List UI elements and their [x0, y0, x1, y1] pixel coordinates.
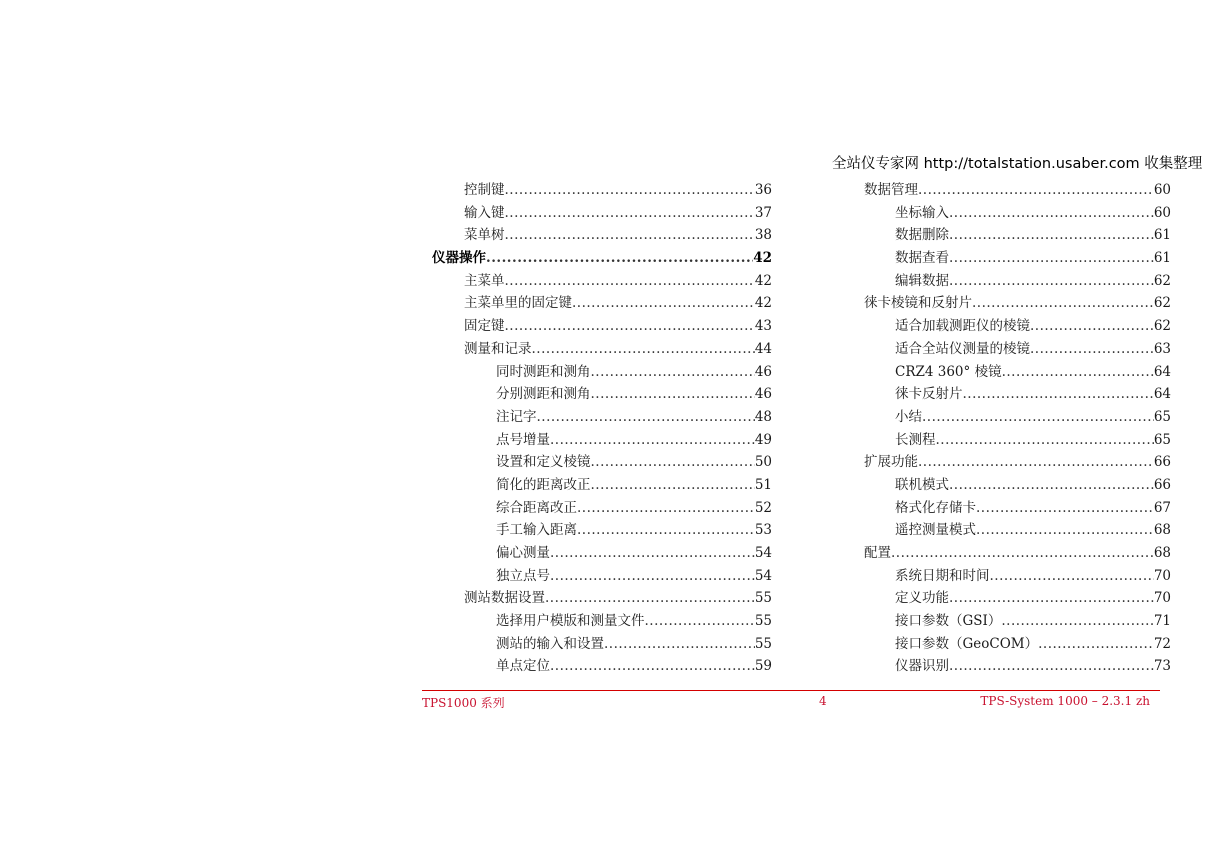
toc-entry-page: 54 — [754, 567, 772, 584]
toc-dot-leader — [949, 202, 1154, 225]
toc-dot-leader — [891, 542, 1154, 565]
toc-entry-page: 68 — [1153, 545, 1171, 561]
header-watermark: 全站仪专家网 http://totalstation.usaber.com 收集整理 — [832, 156, 1203, 172]
toc-entry-title: 配置 — [864, 545, 891, 561]
toc-entry[interactable] — [432, 202, 772, 225]
toc-entry-page: 64 — [1153, 386, 1171, 403]
toc-dot-leader — [949, 474, 1154, 497]
toc-entry-page: 73 — [1153, 658, 1171, 675]
toc-dot-leader — [591, 383, 755, 406]
toc-dot-leader — [976, 519, 1154, 542]
toc-entry-page: 55 — [754, 635, 772, 652]
toc-entry-page: 37 — [754, 204, 772, 221]
toc-entry[interactable] — [864, 315, 1171, 338]
toc-entry-title: 数据管理 — [864, 182, 918, 198]
toc-entry-page: 71 — [1153, 613, 1171, 630]
toc-entry-page: 51 — [754, 476, 772, 493]
toc-entry[interactable] — [432, 610, 772, 633]
footer-rule — [422, 690, 1160, 691]
toc-entry-page: 60 — [1153, 182, 1171, 198]
toc-dot-leader — [577, 497, 755, 520]
toc-entry-title: 小结 — [895, 408, 922, 425]
toc-entry-page: 42 — [753, 250, 772, 267]
toc-entry[interactable] — [864, 542, 1171, 565]
toc-entry-page: 50 — [754, 454, 772, 471]
toc-entry-page: 62 — [1153, 295, 1171, 312]
toc-entry[interactable] — [864, 292, 1171, 315]
toc-entry[interactable] — [432, 270, 772, 293]
toc-entry-title: 适合全站仪测量的棱镜 — [895, 340, 1030, 357]
toc-dot-leader — [591, 451, 755, 474]
toc-entry-page: 72 — [1153, 635, 1171, 652]
toc-dot-leader — [505, 315, 755, 338]
toc-entry[interactable] — [864, 655, 1171, 678]
toc-dot-leader — [949, 655, 1154, 678]
toc-entry-title: 长测程 — [895, 431, 936, 448]
toc-left-column — [432, 179, 772, 678]
toc-entry-title: 编辑数据 — [895, 272, 949, 289]
toc-entry-page: 42 — [754, 295, 772, 312]
toc-entry-page: 49 — [754, 431, 772, 448]
toc-entry-page: 64 — [1153, 363, 1171, 380]
toc-entry[interactable] — [864, 361, 1171, 384]
toc-entry[interactable] — [432, 406, 772, 429]
toc-entry-title: 简化的距离改正 — [496, 476, 591, 493]
toc-entry-page: 54 — [754, 545, 772, 561]
toc-dot-leader — [972, 292, 1154, 315]
toc-entry-page: 61 — [1153, 250, 1171, 267]
toc-entry-page: 60 — [1153, 204, 1171, 221]
toc-entry-title: 点号增量 — [496, 431, 550, 448]
toc-dot-leader — [532, 338, 755, 361]
toc-entry[interactable] — [432, 587, 772, 610]
toc-entry-title: 选择用户模版和测量文件 — [496, 613, 645, 630]
toc-entry-title: 接口参数（GSI） — [895, 613, 1002, 630]
toc-entry[interactable] — [432, 565, 772, 588]
toc-entry-title: 扩展功能 — [864, 454, 918, 471]
toc-dot-leader — [537, 406, 755, 429]
toc-entry-title: 单点定位 — [496, 658, 550, 675]
toc-entry-title: 固定键 — [464, 318, 505, 335]
toc-entry-page: 43 — [754, 318, 772, 335]
toc-dot-leader — [591, 474, 755, 497]
toc-entry-title: 测站的输入和设置 — [496, 635, 604, 652]
toc-entry-title: 适合加载测距仪的棱镜 — [895, 318, 1030, 335]
toc-entry-title: 主菜单里的固定键 — [464, 295, 572, 312]
footer-series: TPS1000 系列 — [422, 696, 505, 710]
toc-dot-leader — [1030, 315, 1154, 338]
toc-entry-page: 66 — [1153, 476, 1171, 493]
toc-entry-page: 62 — [1153, 272, 1171, 289]
toc-entry-title: 格式化存储卡 — [895, 499, 976, 516]
toc-entry[interactable] — [432, 497, 772, 520]
toc-entry-page: 65 — [1153, 431, 1171, 448]
toc-entry[interactable] — [864, 610, 1171, 633]
toc-entry-page: 62 — [1153, 318, 1171, 335]
toc-entry[interactable] — [432, 633, 772, 656]
toc-entry-title: 测量和记录 — [464, 340, 532, 357]
toc-entry[interactable] — [864, 474, 1171, 497]
toc-entry[interactable] — [864, 247, 1171, 270]
toc-dot-leader — [949, 270, 1154, 293]
toc-dot-leader — [505, 179, 755, 202]
toc-entry-page: 48 — [754, 408, 772, 425]
toc-entry[interactable] — [432, 338, 772, 361]
toc-entry-page: 61 — [1153, 227, 1171, 244]
toc-entry-title: 设置和定义棱镜 — [496, 454, 591, 471]
toc-entry-title: 偏心测量 — [496, 545, 550, 561]
toc-dot-leader — [550, 542, 755, 565]
toc-dot-leader — [505, 270, 755, 293]
toc-dot-leader — [505, 202, 755, 225]
toc-entry-title: 分别测距和测角 — [496, 386, 591, 403]
toc-entry[interactable] — [864, 519, 1171, 542]
toc-entry-title: 同时测距和测角 — [496, 363, 591, 380]
toc-entry[interactable] — [432, 383, 772, 406]
toc-entry-title: 数据删除 — [895, 227, 949, 244]
toc-entry-page: 55 — [754, 613, 772, 630]
toc-entry-page: 46 — [754, 363, 772, 380]
toc-entry[interactable] — [432, 429, 772, 452]
toc-entry[interactable] — [432, 179, 772, 202]
toc-entry[interactable] — [864, 497, 1171, 520]
toc-entry[interactable] — [432, 247, 772, 270]
toc-entry[interactable] — [864, 224, 1171, 247]
toc-entry[interactable] — [432, 519, 772, 542]
toc-dot-leader — [1001, 610, 1153, 633]
toc-dot-leader — [949, 224, 1154, 247]
footer-page-number: 4 — [819, 694, 827, 708]
toc-dot-leader — [1002, 361, 1154, 384]
toc-entry[interactable] — [432, 474, 772, 497]
toc-dot-leader — [990, 565, 1154, 588]
toc-dot-leader — [922, 406, 1154, 429]
toc-right-column — [864, 179, 1171, 678]
toc-dot-leader — [936, 429, 1154, 452]
toc-entry-title: 定义功能 — [895, 590, 949, 607]
toc-entry-page: 42 — [754, 272, 772, 289]
toc-entry[interactable] — [432, 292, 772, 315]
toc-entry[interactable] — [864, 179, 1171, 202]
toc-entry-page: 55 — [754, 590, 772, 607]
toc-dot-leader — [918, 179, 1154, 202]
toc-entry[interactable] — [864, 429, 1171, 452]
toc-entry-page: 70 — [1153, 567, 1171, 584]
toc-entry-title: 菜单树 — [464, 227, 505, 244]
toc-entry-title: CRZ4 360° 棱镜 — [895, 363, 1002, 380]
toc-entry-title: 主菜单 — [464, 272, 505, 289]
toc-entry[interactable] — [432, 542, 772, 565]
toc-entry-title: 仪器操作 — [432, 250, 486, 267]
toc-entry[interactable] — [864, 270, 1171, 293]
footer-doc-version: TPS-System 1000 – 2.3.1 zh — [980, 694, 1150, 708]
toc-entry-page: 67 — [1153, 499, 1171, 516]
toc-entry[interactable] — [432, 361, 772, 384]
toc-dot-leader — [1038, 633, 1154, 656]
toc-dot-leader — [572, 292, 755, 315]
toc-entry-title: 控制键 — [464, 182, 505, 198]
toc-entry-title: 综合距离改正 — [496, 499, 577, 516]
toc-entry-title: 输入键 — [464, 204, 505, 221]
toc-entry-title: 联机模式 — [895, 476, 949, 493]
toc-entry[interactable] — [432, 224, 772, 247]
toc-entry[interactable] — [864, 406, 1171, 429]
toc-entry[interactable] — [864, 338, 1171, 361]
toc-entry[interactable] — [432, 655, 772, 678]
toc-entry-title: 系统日期和时间 — [895, 567, 990, 584]
toc-entry-page: 68 — [1153, 522, 1171, 539]
toc-entry-page: 63 — [1153, 340, 1171, 357]
toc-entry[interactable] — [864, 633, 1171, 656]
toc-entry[interactable] — [864, 565, 1171, 588]
toc-entry-title: 手工输入距离 — [496, 522, 577, 539]
toc-entry-title: 数据查看 — [895, 250, 949, 267]
toc-dot-leader — [550, 565, 755, 588]
toc-entry-page: 44 — [754, 340, 772, 357]
toc-dot-leader — [550, 429, 755, 452]
toc-dot-leader — [550, 655, 755, 678]
toc-entry-title: 坐标输入 — [895, 204, 949, 221]
toc-entry-page: 36 — [754, 182, 772, 198]
toc-entry-title: 遥控测量模式 — [895, 522, 976, 539]
toc-entry-title: 接口参数（GeoCOM） — [895, 635, 1039, 652]
toc-entry[interactable] — [864, 451, 1171, 474]
toc-entry[interactable] — [432, 315, 772, 338]
toc-entry[interactable] — [864, 587, 1171, 610]
toc-entry-title: 徕卡棱镜和反射片 — [864, 295, 972, 312]
toc-dot-leader — [645, 610, 755, 633]
toc-dot-leader — [963, 383, 1154, 406]
toc-dot-leader — [1030, 338, 1154, 361]
toc-dot-leader — [604, 633, 755, 656]
toc-entry-page: 38 — [754, 227, 772, 244]
toc-dot-leader — [486, 247, 753, 270]
toc-entry[interactable] — [864, 383, 1171, 406]
toc-dot-leader — [591, 361, 755, 384]
toc-entry-title: 测站数据设置 — [464, 590, 545, 607]
toc-entry-page: 52 — [754, 499, 772, 516]
toc-entry-title: 仪器识别 — [895, 658, 949, 675]
toc-dot-leader — [949, 247, 1154, 270]
toc-entry-page: 66 — [1153, 454, 1171, 471]
toc-dot-leader — [505, 224, 755, 247]
toc-entry-title: 徕卡反射片 — [895, 386, 963, 403]
toc-entry-page: 59 — [754, 658, 772, 675]
toc-dot-leader — [976, 497, 1154, 520]
toc-entry-page: 70 — [1153, 590, 1171, 607]
toc-entry-page: 65 — [1153, 408, 1171, 425]
toc-entry-page: 53 — [754, 522, 772, 539]
toc-dot-leader — [577, 519, 755, 542]
toc-dot-leader — [918, 451, 1154, 474]
toc-entry-title: 注记字 — [496, 408, 537, 425]
toc-dot-leader — [545, 587, 755, 610]
toc-dot-leader — [949, 587, 1154, 610]
toc-entry-title: 独立点号 — [496, 567, 550, 584]
toc-entry-page: 46 — [754, 386, 772, 403]
toc-entry[interactable] — [864, 202, 1171, 225]
toc-entry[interactable] — [432, 451, 772, 474]
